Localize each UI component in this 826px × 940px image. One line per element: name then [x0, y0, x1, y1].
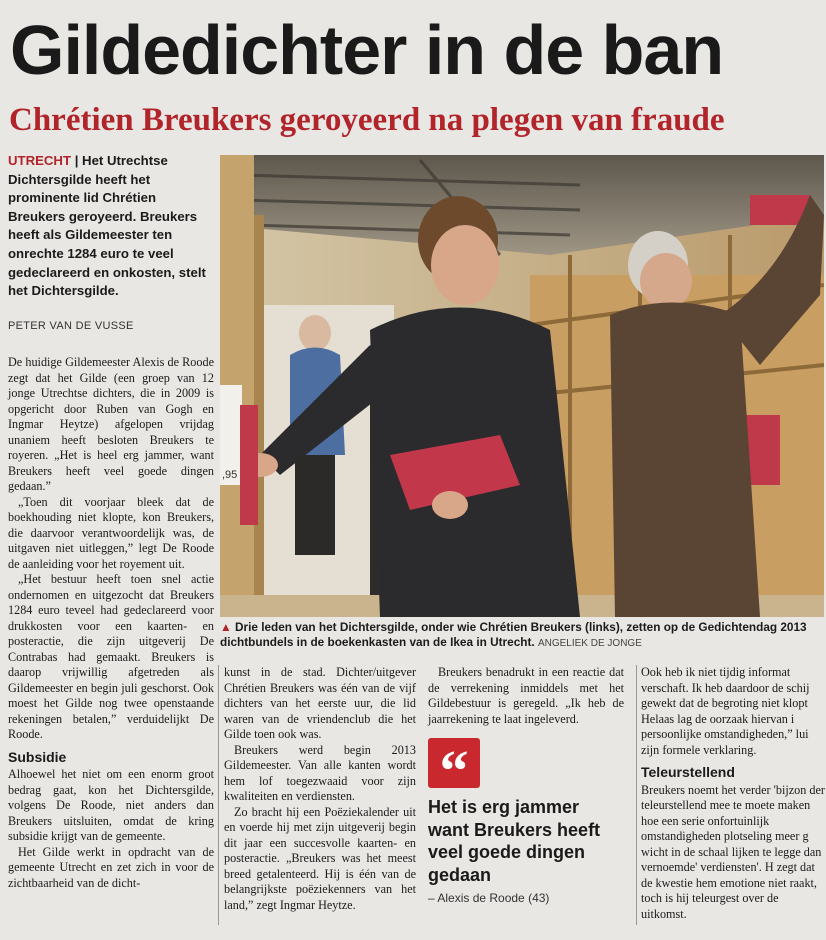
- subheading-subsidie: Subsidie: [8, 748, 67, 765]
- pull-quote: [428, 738, 624, 905]
- caption-text: Drie leden van het Dichtersgilde, onder wie Chrétien Breukers (links), zetten op de Gedichtendag 2013 dichtbundels in de boekenkasten van de Ikea in Utrecht.: [220, 620, 807, 649]
- article-photo: [220, 155, 824, 617]
- paragraph: Ook heb ik niet tijdig informat verschaft. Ik heb daardoor de schij gewekt dat de begroting niet klopt Helaas lag de oorzaak hiervan i persoonlijke omstandigheden,” lui zijn formele verklaring.: [641, 665, 810, 757]
- column-divider: [218, 665, 219, 925]
- subheading-teleurstellend: Teleurstellend: [641, 764, 735, 780]
- headline: Gildedichter in de ban: [10, 11, 724, 89]
- quote-text: Het is erg jammer want Breukers heeft veel goede dingen gedaan: [428, 797, 601, 885]
- paragraph: „Toen dit voorjaar bleek dat de boekhouding niet klopte, kon Breukers, die daarvoor verantwoordelijk was, de uitgaven niet uitleggen,” legt De Roode de aanleiding voor het royement uit.: [8, 494, 214, 571]
- photo-caption: [220, 620, 824, 651]
- caption-marker-icon: ▲: [220, 620, 232, 634]
- photo-credit: ANGELIEK DE JONGE: [537, 638, 642, 649]
- paragraph: kunst in de stad. Dichter/uitgever Chrétien Breukers was één van de vijf dichters van het eerste uur, die lid waren van de vriendenclub die het Gilde toen ook was.: [224, 665, 416, 741]
- paragraph: Zo bracht hij een Poëziekalender uit en voerde hij met zijn uitgeverij begin dit jaar een succesvolle kaarten- en posteractie. „Breukers was het meest breed getalenteerd. Hij is één van de belangrijkste poëziekenners van het land,” zegt Ingmar Heytze.: [224, 804, 416, 912]
- article-column-3: [428, 665, 624, 727]
- paragraph: Breukers werd begin 2013 Gildemeester. Van alle kanten wordt hem lof toegezwaaid voor zijn kwaliteiten en verdiensten.: [224, 742, 416, 803]
- intro-text: | Het Utrechtse Dichtersgilde heeft het prominente lid Chrétien Breukers geroyeerd. Breukers heeft als Gildemeester ten onrechte 1284 euro te veel gedeclareerd en onkosten, stelt het Dichtersgilde.: [8, 153, 206, 299]
- paragraph: Breukers benadrukt in een reactie dat de verrekening inmiddels met het Gildebestuur is geregeld. „Ik heb de jaarrekening te laat ingeleverd.: [428, 665, 624, 726]
- paragraph: De huidige Gildemeester Alexis de Roode zegt dat het Gilde (een groep van 12 jonge Utrechtse dichters, die in 2009 is opgericht door Ruben van Gogh en Ingmar Heytze) afgelopen vrijdag unaniem heeft besloten Breukers te royeren. „Het is heel erg jammer, want Breukers heeft veel goede dingen gedaan.”: [8, 355, 214, 493]
- quote-mark-icon: “: [428, 738, 480, 788]
- paragraph: „Het bestuur heeft toen snel actie ondernomen en uitgezocht dat Breukers 1284 euro teveel had gedeclareerd voor drukkosten voor een kaarten- en posteractie, die zijn uitgeverij De Contrabas had gemaakt. Breukers is daarop vrijwillig afgetreden als Gildemeester en begin juli geschorst. Ook moest het Gilde nog twee openstaande rekeningen betalen,” verduidelijkt De Roode.: [8, 572, 214, 741]
- byline: PETER VAN DE VUSSE: [8, 320, 134, 332]
- price-tag-label: ,95: [222, 469, 238, 481]
- dateline-place: UTRECHT: [8, 153, 72, 168]
- paragraph: Breukers noemt het verder 'bijzon der teleurstellend mee te moete maken hoe een serie onfortuinlijk omstandigheden plotseling meer g wicht in de schaal lijken te legge dan vernoemde' verdiensten'. H zegt dat de kwestie hem emotione niet raakt, toch is hij teleurgest over de uitkomst.: [641, 782, 825, 921]
- subheadline: Chrétien Breukers geroyeerd na plegen van fraude: [9, 102, 725, 138]
- intro-paragraph: [8, 152, 213, 301]
- article-column-4: [641, 665, 826, 922]
- column-divider: [636, 665, 637, 925]
- article-column-2: [224, 665, 416, 913]
- quote-author: – Alexis de Roode (43): [428, 891, 550, 905]
- paragraph: Alhoewel het niet om een enorm groot bedrag gaat, kon het Dichtersgilde, volgens De Roode, niet anders dan Breukers uitsluiten, omdat de kring subsidie krijgt van de gemeente.: [8, 767, 214, 843]
- article-column-1: [8, 355, 214, 891]
- paragraph: Het Gilde werkt in opdracht van de gemeente Utrecht en zet zich in voor de zichtbaarheid van de dicht-: [8, 844, 214, 890]
